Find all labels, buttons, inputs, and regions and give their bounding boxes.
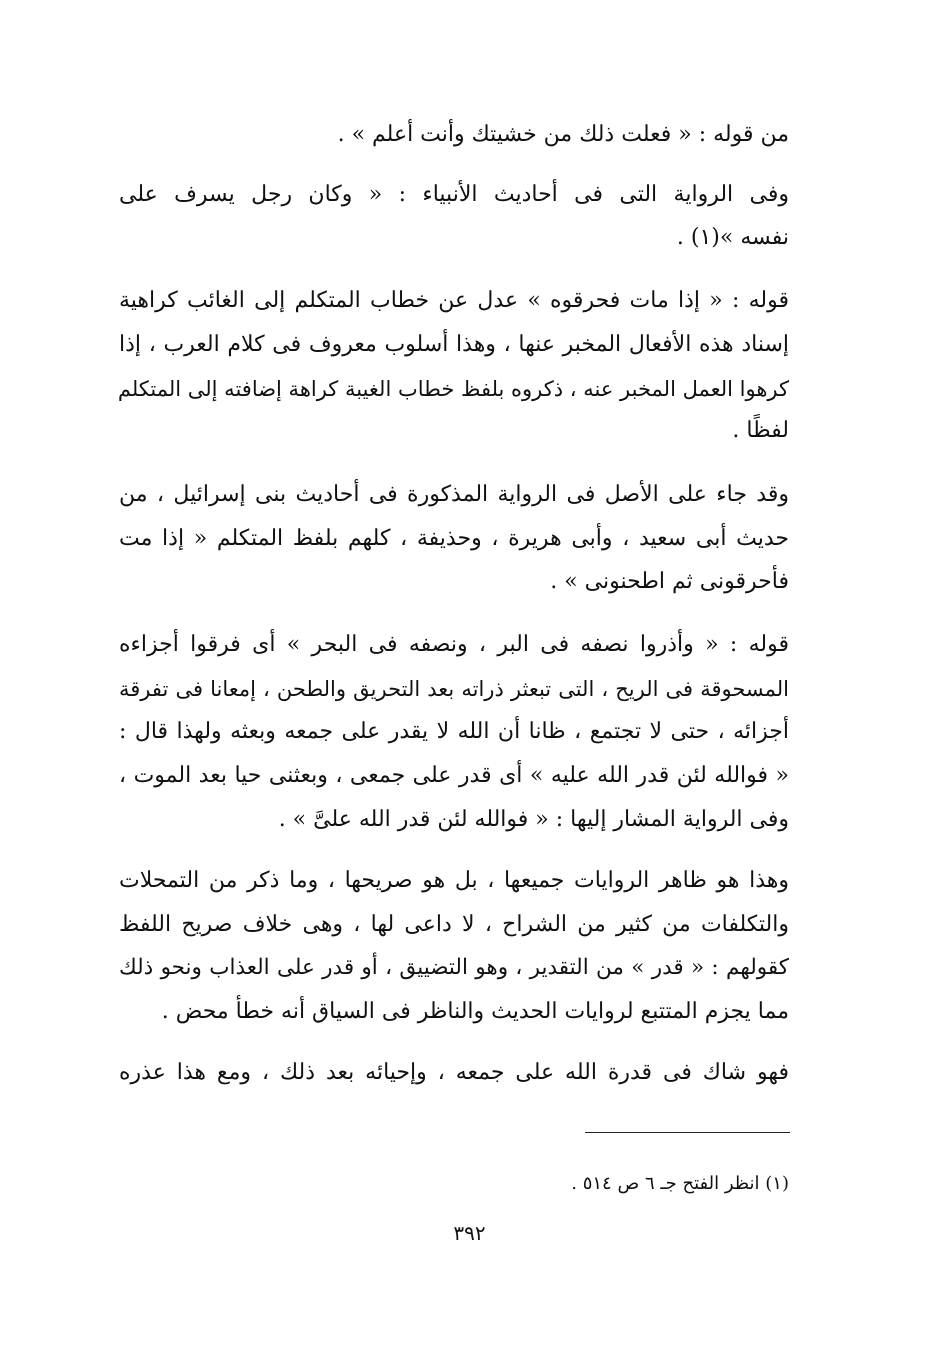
text-line: كرهوا العمل المخبر عنه ، ذكروه بلفظ خطاب الغيبة كراهة إضافته إلى المتكلم [117,377,789,401]
text-line: مما يجزم المتتبع لروايات الحديث والناظر فى السياق أنه خطأ محض . [161,999,789,1024]
text-line: قوله : « إذا مات فحرقوه » عدل عن خطاب المتكلم إلى الغائب كراهية [119,288,789,313]
text-line: كقولهم : « قدر » من التقدير ، وهو التضييق ، أو قدر على العذاب ونحو ذلك [119,955,789,980]
text-line: إسناد هذه الأفعال المخبر عنها ، وهذا أسلوب معروف فى كلام العرب ، إذا [119,332,790,357]
footnote: (١) انظر الفتح جـ ٦ ص ٥١٤ . [571,1173,789,1194]
text-line: نفسه »(١) . [676,225,789,250]
text-line: قوله : « وأذروا نصفه فى البر ، ونصفه فى البحر » أى فرقوا أجزاءه [119,632,789,657]
text-line: وهذا هو ظاهر الروايات جميعها ، بل هو صريحها ، وما ذكر من التمحلات [119,868,789,893]
text-line: « فوالله لئن قدر الله عليه » أى قدر على جمعى ، وبعثنى حيا بعد الموت ، [119,763,789,788]
text-line: فأحرقونى ثم اطحنونى » . [550,569,789,594]
text-line: المسحوقة فى الريح ، التى تبعثر ذراته بعد التحريق والطحن ، إمعانا فى تفرقة [119,677,789,701]
page-number: ٣٩٢ [453,1221,486,1245]
text-line: والتكلفات من كثير من الشراح ، لا داعى لها ، وهى خلاف صريح اللفظ [119,912,789,937]
text-line: أجزائه ، حتى لا تجتمع ، ظانا أن الله لا يقدر على جمعه وبعثه ولهذا قال : [119,719,789,744]
footnote-separator [585,1132,790,1133]
text-line: فهو شاك فى قدرة الله على جمعه ، وإحيائه بعد ذلك ، ومع هذا عذره [119,1060,789,1085]
text-line: حديث أبى سعيد ، وأبى هريرة ، وحذيفة ، كلهم بلفظ المتكلم « إذا مت [119,526,789,551]
text-line: من قوله : « فعلت ذلك من خشيتك وأنت أعلم » . [337,122,789,147]
text-line: وفى الرواية التى فى أحاديث الأنبياء : « وكان رجل يسرف على [119,182,789,207]
text-line: وقد جاء على الأصل فى الرواية المذكورة فى أحاديث بنى إسرائيل ، من [119,482,789,507]
text-line: لفظًا . [732,418,789,443]
text-line: وفى الرواية المشار إليها : « فوالله لئن قدر الله علىَّ » . [278,807,789,832]
